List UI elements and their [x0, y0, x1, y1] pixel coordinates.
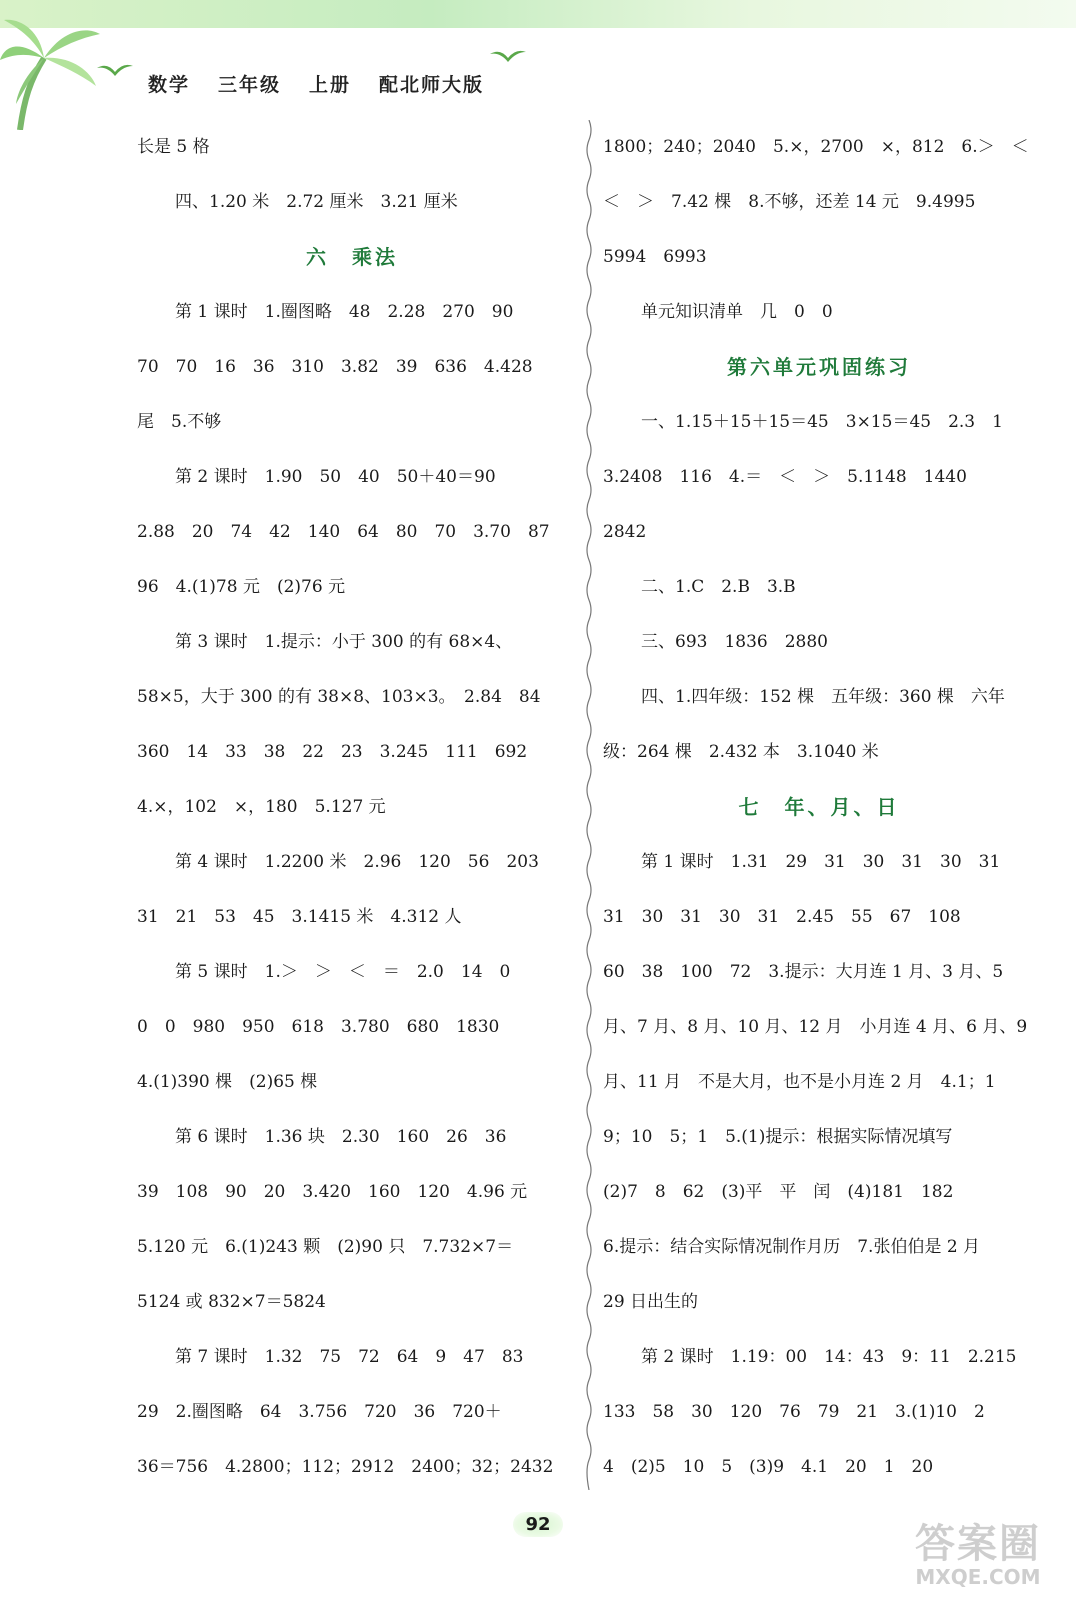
answer-line: 第 5 课时 1.＞ ＞ ＜ ＝ 2.0 14 0: [175, 962, 511, 982]
answer-line: 四、1.20 米 2.72 厘米 3.21 厘米: [175, 192, 458, 212]
bird-icon: [488, 46, 528, 66]
answer-line: 月、7 月、8 月、10 月、12 月 小月连 4 月、6 月、9: [603, 1017, 1028, 1037]
answer-line: 第 4 课时 1.2200 米 2.96 120 56 203: [175, 852, 539, 872]
answer-line: 9；10 5；1 5.(1)提示：根据实际情况填写: [603, 1127, 953, 1147]
page-header: [148, 70, 484, 97]
answer-line: 尾 5.不够: [137, 412, 222, 432]
answer-line: 6.提示：结合实际情况制作月历 7.张伯伯是 2 月: [603, 1237, 981, 1257]
answer-line: 一、1.15＋15＋15＝45 3×15＝45 2.3 1: [641, 412, 1003, 432]
answer-line: 单元知识清单 几 0 0: [641, 302, 833, 322]
page-number-text: 92: [513, 1512, 562, 1537]
answer-line: 0 0 980 950 618 3.780 680 1830: [137, 1017, 500, 1037]
answer-line: 96 4.(1)78 元 (2)76 元: [137, 577, 346, 597]
header-volume: 上册: [309, 74, 352, 96]
answer-line: 4.×，102 ×，180 5.127 元: [137, 797, 386, 817]
answer-line: 31 21 53 45 3.1415 米 4.312 人: [137, 907, 462, 927]
section-title: 七 年、月、日: [738, 795, 900, 819]
answer-line: 1800；240；2040 5.×，2700 ×，812 6.＞ ＜: [603, 137, 1029, 157]
left-column: [137, 120, 567, 1495]
answer-line: 3.2408 116 4.＝ ＜ ＞ 5.1148 1440: [603, 467, 967, 487]
header-grade: 三年级: [218, 74, 282, 96]
answer-line: 第 2 课时 1.90 50 40 50＋40＝90: [175, 467, 496, 487]
answer-line: 31 30 31 30 31 2.45 55 67 108: [603, 907, 961, 927]
answer-line: 29 日出生的: [603, 1292, 699, 1312]
answer-line: 5124 或 832×7＝5824: [137, 1292, 326, 1312]
section-title: 第六单元巩固练习: [727, 355, 911, 379]
answer-line: 29 2.圈图略 64 3.756 720 36 720＋: [137, 1402, 502, 1422]
section-title: 六 乘法: [306, 245, 398, 269]
answer-line: 2842: [603, 522, 647, 542]
answer-line: 长是 5 格: [137, 137, 210, 157]
header-edition: 配北师大版: [379, 74, 485, 96]
watermark: [888, 1512, 1068, 1590]
answer-line: 第 3 课时 1.提示：小于 300 的有 68×4、: [175, 632, 513, 652]
answer-line: 第 6 课时 1.36 块 2.30 160 26 36: [175, 1127, 507, 1147]
answer-line: 36＝756 4.2800；112；2912 2400；32；2432: [137, 1457, 554, 1477]
answer-line: 133 58 30 120 76 79 21 3.(1)10 2: [603, 1402, 985, 1422]
answer-line: 2.88 20 74 42 140 64 80 70 3.70 87: [137, 522, 550, 542]
answer-line: 二、1.C 2.B 3.B: [641, 577, 796, 597]
bird-icon: [95, 60, 135, 80]
answer-line: 4.(1)390 棵 (2)65 棵: [137, 1072, 318, 1092]
header-subject: 数学: [148, 74, 191, 96]
answer-line: 360 14 33 38 22 23 3.245 111 692: [137, 742, 528, 762]
answer-line: 5994 6993: [603, 247, 707, 267]
answer-line: 39 108 90 20 3.420 160 120 4.96 元: [137, 1182, 528, 1202]
header-decoration-band: [0, 0, 1076, 28]
palm-tree-icon: [0, 0, 110, 130]
right-column: [603, 120, 1035, 1495]
answer-line: 第 1 课时 1.31 29 31 30 31 30 31: [641, 852, 1001, 872]
answer-line: 四、1.四年级：152 棵 五年级：360 棵 六年: [641, 687, 1005, 707]
answer-line: ＜ ＞ 7.42 棵 8.不够，还差 14 元 9.4995: [603, 192, 976, 212]
watermark-url: MXQE.COM: [915, 1565, 1041, 1589]
answer-line: (2)7 8 62 (3)平 平 闰 (4)181 182: [603, 1182, 954, 1202]
answer-line: 三、693 1836 2880: [641, 632, 828, 652]
answer-line: 第 7 课时 1.32 75 72 64 9 47 83: [175, 1347, 524, 1367]
column-divider: [582, 120, 596, 1490]
answer-line: 月、11 月 不是大月，也不是小月连 2 月 4.1；1: [603, 1072, 996, 1092]
answer-line: 第 2 课时 1.19：00 14：43 9：11 2.215: [641, 1347, 1017, 1367]
watermark-logo: 答案圈: [915, 1521, 1041, 1567]
answer-line: 级：264 棵 2.432 本 3.1040 米: [603, 742, 879, 762]
answer-line: 第 1 课时 1.圈图略 48 2.28 270 90: [175, 302, 514, 322]
answer-line: 5.120 元 6.(1)243 颗 (2)90 只 7.732×7＝: [137, 1237, 514, 1257]
answer-line: 58×5，大于 300 的有 38×8、103×3。 2.84 84: [137, 687, 541, 707]
answer-line: 4 (2)5 10 5 (3)9 4.1 20 1 20: [603, 1457, 934, 1477]
answer-line: 60 38 100 72 3.提示：大月连 1 月、3 月、5: [603, 962, 1004, 982]
answer-line: 70 70 16 36 310 3.82 39 636 4.428: [137, 357, 533, 377]
